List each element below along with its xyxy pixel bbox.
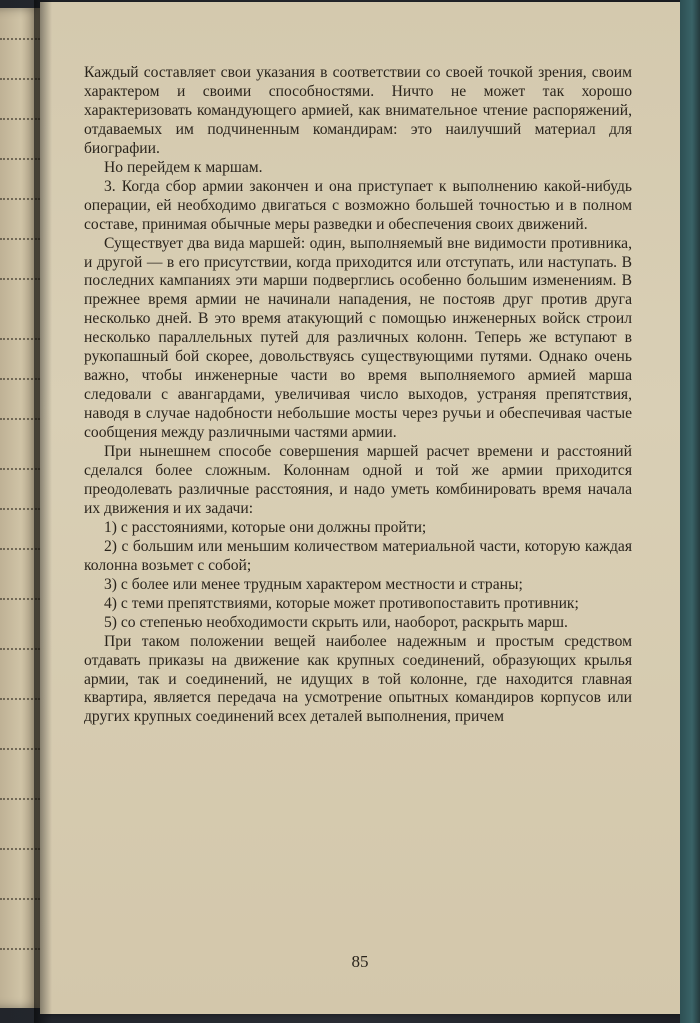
paragraph-5: При нынешнем способе совершения маршей расчет времени и расстояний сделался более сложным. Колоннам одной и той же армии приходится преодолевать различные расстояния, и надо уметь комбинировать время начала их движения и их задачи: [84,443,632,517]
list-item-2: 2) с большим или меньшим количеством материальной части, которую каждая колонна возьмет с собой; [84,537,632,574]
book-page [40,2,680,1014]
list-item-1: 1) с расстояниями, которые они должны пройти; [104,518,427,536]
book-cover-edge [680,0,700,1023]
paragraph-3: 3. Когда сбор армии закончен и она приступает к выполнению какой-нибудь операции, ей необходимо двигаться с возможно большей точностью и в полном составе, принимая обычные меры разведки и обеспечения своих движений. [84,177,632,233]
list-item-5: 5) со степенью необходимости скрыть или, наоборот, раскрыть марш. [104,613,568,631]
paragraph-2: Но перейдем к маршам. [104,158,263,176]
page-number: 85 [351,952,369,971]
gutter-shadow [34,0,52,1023]
list-item-3: 3) с более или менее трудным характером местности и страны; [104,575,523,593]
list-item-4: 4) с теми препятствиями, которые может противопоставить противник; [104,594,579,612]
page-text [84,64,632,727]
paragraph-1: Каждый составляет свои указания в соответствии со своей точкой зрения, своим характером и своими способностями. Ничто не может так хорошо характеризовать командующего армией, как внимательное чтение распоряжений, отдаваемых им подчиненным командирам: это наилучший материал для биографии. [84,64,632,157]
paragraph-4: Существует два вида маршей: один, выполняемый вне видимости противника, и другой — в его присутствии, когда приходится или отступать, или наступать. В последних кампаниях эти марши подверглись особенно большим изменениям. В прежнее время армии не начинали нападения, не постояв друг против друга несколько дней. В это время атакующий с помощью инженерных войск строил несколько параллельных путей для различных колонн. Теперь же вступают в рукопашный бой скорее, довольствуясь существующими путями. Однако очень важно, чтобы инженерные части во время выполняемого армией марша следовали с авангардами, увеличивая число выходов, устраняя препятствия, наводя в случае надобности небольшие мосты через ручьи и обеспечивая частые сообщения между различными частями армии. [84,234,632,442]
paragraph-6: При таком положении вещей наиболее надежным и простым средством отдавать приказы на движение как крупных соединений, образующих крылья армии, так и соединений, не идущих в той колонне, где находится главная квартира, является передача на усмотрение опытных командиров корпусов или других крупных соединений всех деталей выполнения, причем [84,632,632,726]
